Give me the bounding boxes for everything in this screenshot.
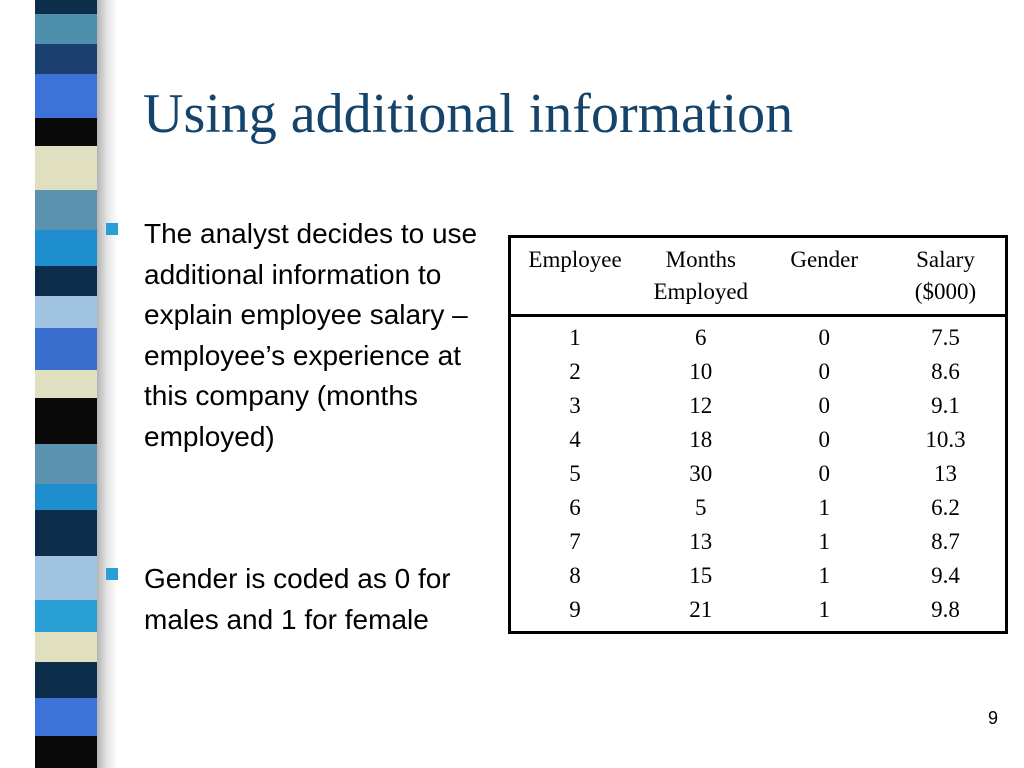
table-row <box>510 457 1007 491</box>
page-number: 9 <box>987 708 998 728</box>
stripe-segment <box>35 14 97 44</box>
header-line: Gender <box>790 247 859 272</box>
cell-salary: 8.7 <box>931 529 960 554</box>
stripe-segment <box>35 600 97 632</box>
stripe-segment <box>35 736 97 768</box>
stripe-segment <box>35 444 97 484</box>
header-months-employed <box>639 237 762 316</box>
stripe-segment <box>35 44 97 74</box>
stripe-segment <box>35 328 97 370</box>
cell-employee: 9 <box>569 597 581 622</box>
cell-employee: 5 <box>569 461 581 486</box>
cell-months: 13 <box>689 529 713 554</box>
stripe-segment <box>35 74 97 118</box>
table-row <box>510 389 1007 423</box>
cell-months: 5 <box>695 495 707 520</box>
stripe-segment <box>35 118 97 146</box>
cell-employee: 3 <box>569 393 581 418</box>
cell-salary: 8.6 <box>931 359 960 384</box>
cell-gender: 1 <box>818 495 830 520</box>
stripe-segment <box>35 484 97 510</box>
cell-employee: 1 <box>569 325 581 350</box>
cell-months: 10 <box>689 359 713 384</box>
table-row <box>510 525 1007 559</box>
cell-months: 12 <box>689 393 713 418</box>
stripe-segment <box>35 398 97 444</box>
stripe-segment <box>35 698 97 736</box>
stripe-segment <box>35 190 97 230</box>
cell-months: 15 <box>689 563 713 588</box>
stripe-segment <box>35 510 97 556</box>
cell-gender: 0 <box>818 461 830 486</box>
cell-employee: 6 <box>569 495 581 520</box>
table-row <box>510 355 1007 389</box>
cell-salary: 9.8 <box>931 597 960 622</box>
cell-employee: 8 <box>569 563 581 588</box>
cell-salary: 13 <box>933 461 957 486</box>
header-line: ($000) <box>914 279 977 304</box>
cell-gender: 0 <box>818 325 830 350</box>
stripe-segment <box>35 0 97 14</box>
slide-title: Using additional information <box>143 83 794 145</box>
cell-months: 21 <box>689 597 713 622</box>
bullet-text: The analyst decides to use additional information to explain employee salary – employee’s experience at this company (months employed) <box>144 218 478 452</box>
table-header-row <box>510 237 1007 316</box>
cell-months: 30 <box>689 461 713 486</box>
cell-gender: 1 <box>818 529 830 554</box>
cell-salary: 10.3 <box>925 427 966 452</box>
cell-employee: 4 <box>569 427 581 452</box>
cell-months: 18 <box>689 427 713 452</box>
header-employee <box>510 237 640 316</box>
header-line: Employed <box>653 279 749 304</box>
header-line: Months <box>665 247 736 272</box>
bullet-square-icon <box>106 568 118 580</box>
cell-gender: 0 <box>818 427 830 452</box>
stripe-segment <box>35 662 97 698</box>
cell-gender: 0 <box>818 359 830 384</box>
salary-data-table <box>508 235 1008 634</box>
table-row <box>510 423 1007 457</box>
cell-salary: 9.1 <box>931 393 960 418</box>
cell-salary: 9.4 <box>931 563 960 588</box>
table-row <box>510 593 1007 633</box>
stripe-segment <box>35 370 97 398</box>
header-gender <box>762 237 885 316</box>
cell-gender: 0 <box>818 393 830 418</box>
header-line: Employee <box>528 247 622 272</box>
cell-employee: 7 <box>569 529 581 554</box>
cell-gender: 1 <box>818 597 830 622</box>
bullet-square-icon <box>106 223 118 235</box>
bullet-text: Gender is coded as 0 for males and 1 for female <box>144 563 451 635</box>
cell-salary: 7.5 <box>931 325 960 350</box>
header-line: Salary <box>916 247 975 272</box>
stripe-shadow <box>97 0 118 768</box>
cell-months: 6 <box>695 325 707 350</box>
header-salary <box>886 237 1007 316</box>
stripe-segment <box>35 266 97 296</box>
cell-salary: 6.2 <box>931 495 960 520</box>
cell-gender: 1 <box>818 563 830 588</box>
stripe-segment <box>35 230 97 266</box>
stripe-segment <box>35 632 97 662</box>
table-row <box>510 316 1007 356</box>
stripe-segment <box>35 556 97 600</box>
table-row <box>510 559 1007 593</box>
stripe-segment <box>35 296 97 328</box>
stripe-segment <box>35 146 97 190</box>
decorative-stripe <box>35 0 97 768</box>
cell-employee: 2 <box>569 359 581 384</box>
table-row <box>510 491 1007 525</box>
